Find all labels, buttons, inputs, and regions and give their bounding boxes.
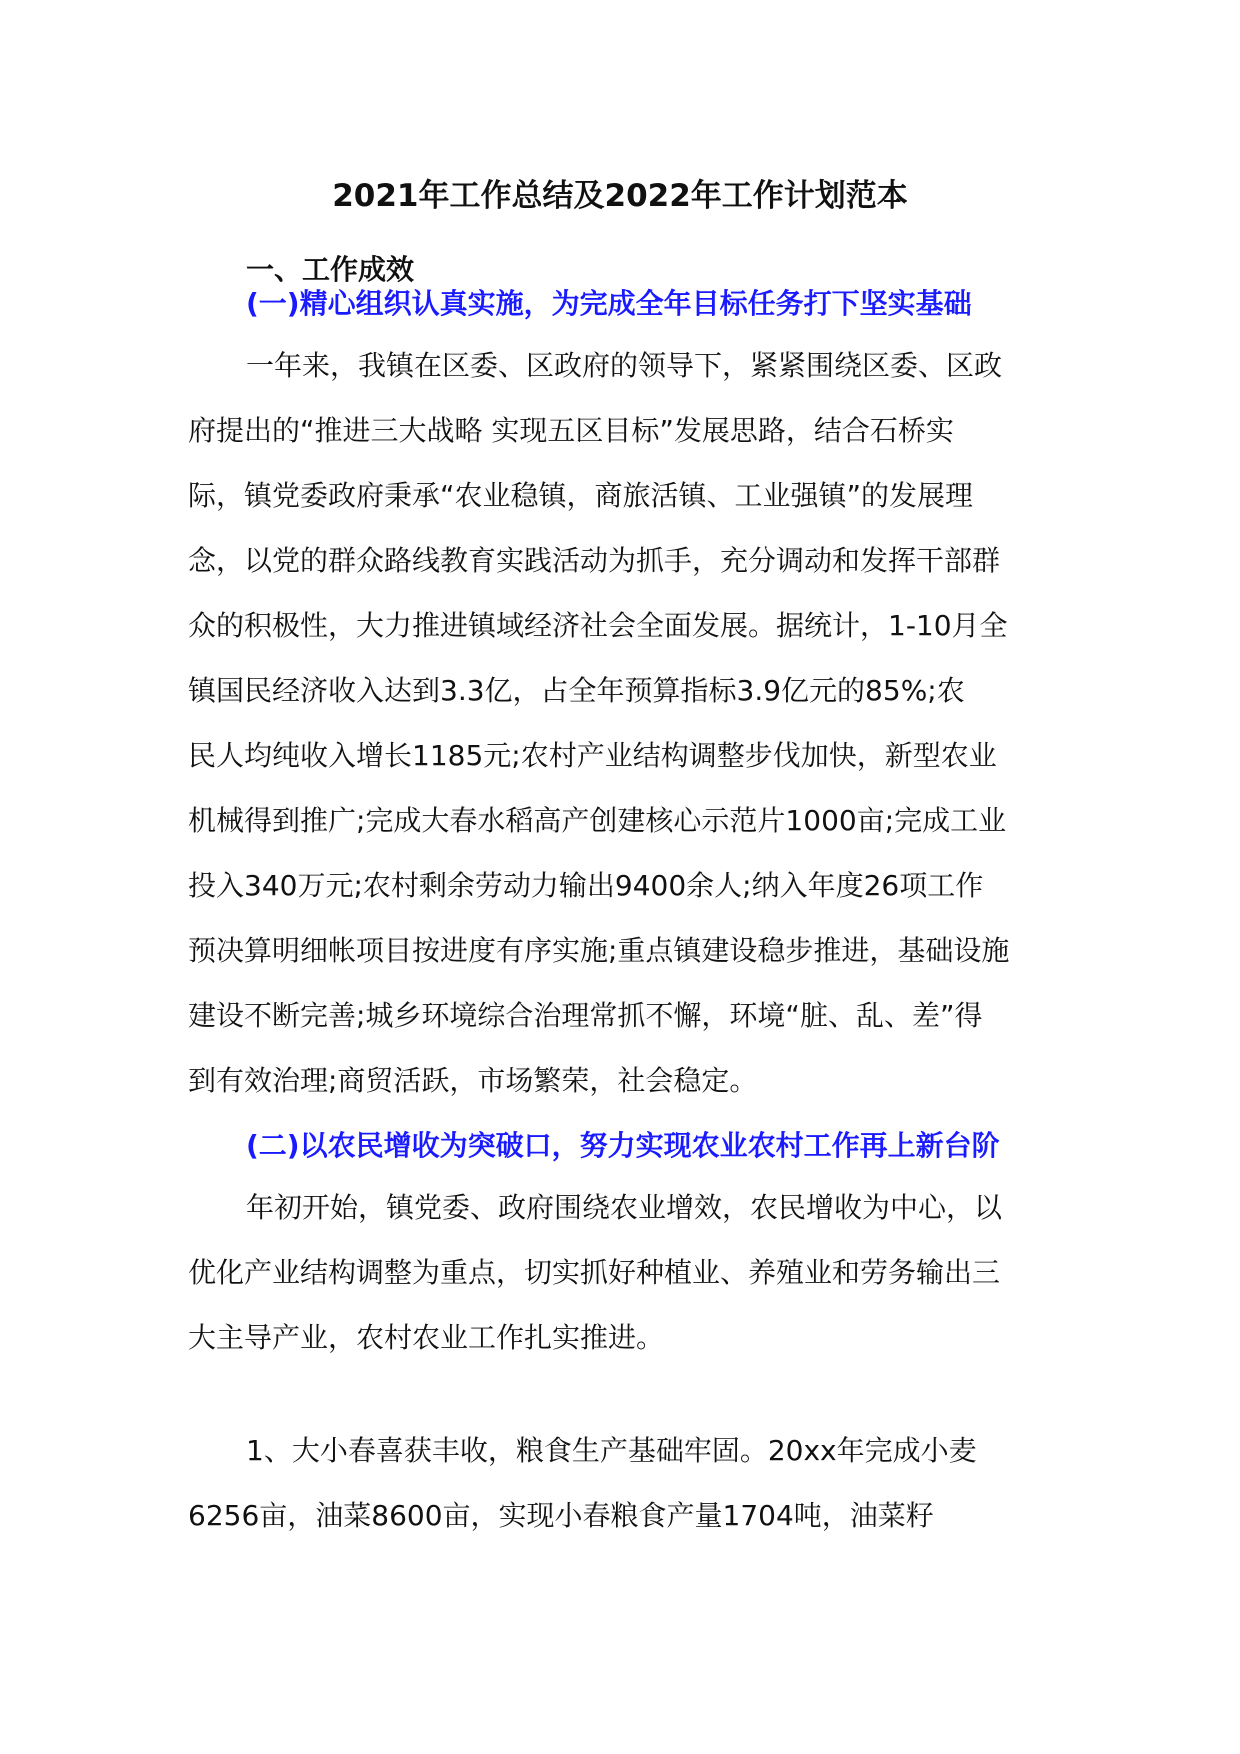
section-heading-work-results: 一、工作成效: [246, 253, 415, 286]
paragraph-line: 镇国民经济收入达到3.3亿，占全年预算指标3.9亿元的85%;农: [188, 674, 965, 707]
paragraph-line: 众的积极性，大力推进镇域经济社会全面发展。据统计，1-10月全: [188, 609, 1008, 642]
paragraph-line: 1、大小春喜获丰收，粮食生产基础牢固。20xx年完成小麦: [246, 1434, 977, 1467]
subsection-heading-1: (一)精心组织认真实施，为完成全年目标任务打下坚实基础: [246, 287, 972, 320]
paragraph-line: 预决算明细帐项目按进度有序实施;重点镇建设稳步推进，基础设施: [188, 934, 1010, 967]
paragraph-line: 优化产业结构调整为重点，切实抓好种植业、养殖业和劳务输出三: [188, 1256, 1001, 1289]
paragraph-line: 念，以党的群众路线教育实践活动为抓手，充分调动和发挥干部群: [188, 544, 1001, 577]
paragraph-line: 到有效治理;商贸活跃，市场繁荣，社会稳定。: [188, 1064, 758, 1097]
paragraph-line: 府提出的“推进三大战略 实现五区目标”发展思路，结合石桥实: [188, 414, 954, 447]
paragraph-item-1-harvest: [188, 1418, 1068, 1548]
paragraph-achievements: [188, 333, 1068, 1113]
paragraph-line: 民人均纯收入增长1185元;农村产业结构调整步伐加快，新型农业: [188, 739, 997, 772]
paragraph-line: 机械得到推广;完成大春水稻高产创建核心示范片1000亩;完成工业: [188, 804, 1007, 837]
paragraph-line: 际，镇党委政府秉承“农业稳镇，商旅活镇、工业强镇”的发展理: [188, 479, 974, 512]
paragraph-line: 一年来，我镇在区委、区政府的领导下，紧紧围绕区委、区政: [246, 349, 1003, 382]
paragraph-line: 建设不断完善;城乡环境综合治理常抓不懈，环境“脏、乱、差”得: [188, 999, 983, 1032]
paragraph-line: 6256亩，油菜8600亩，实现小春粮食产量1704吨，油菜籽: [188, 1499, 934, 1532]
paragraph-farmer-income: [188, 1175, 1068, 1370]
subsection-heading-2: (二)以农民增收为突破口，努力实现农业农村工作再上新台阶: [246, 1129, 1000, 1162]
paragraph-line: 年初开始，镇党委、政府围绕农业增效，农民增收为中心，以: [246, 1191, 1003, 1224]
paragraph-line: 大主导产业，农村农业工作扎实推进。: [188, 1321, 665, 1354]
paragraph-line: 投入340万元;农村剩余劳动力输出9400余人;纳入年度26项工作: [188, 869, 984, 902]
document-title: 2021年工作总结及2022年工作计划范本: [332, 178, 908, 214]
